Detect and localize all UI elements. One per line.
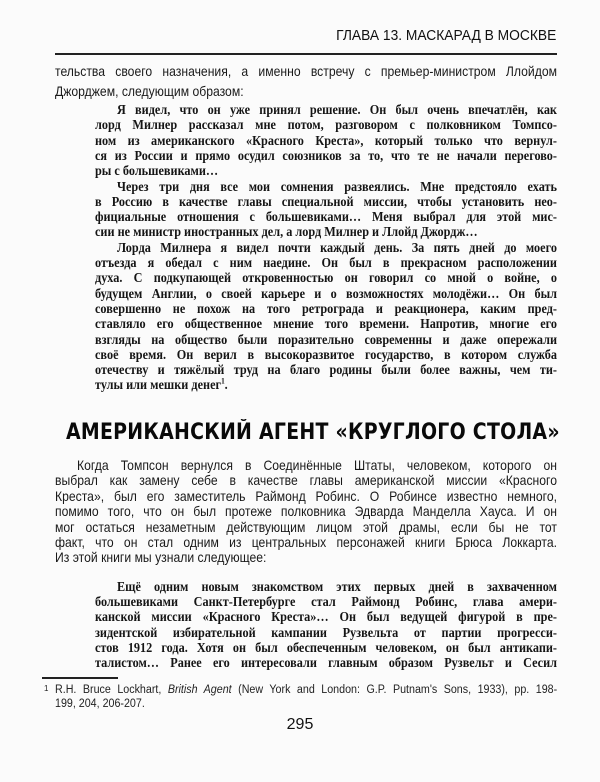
line-text: факт, что он стал одним из центральных персонажей книги Брюса Локкарта. — [55, 534, 557, 550]
text-line — [55, 534, 557, 550]
text-line — [95, 148, 557, 164]
text-line-content — [77, 457, 557, 473]
line-text: выбрал как замену себе в качестве главы американской миссии «Красного — [55, 472, 557, 488]
text-line — [95, 133, 557, 149]
text-line — [117, 240, 557, 256]
text-line-content — [95, 117, 557, 133]
text-line-content — [95, 362, 557, 378]
line-text: ставляло его общественное мнение того времени. Напротив, многие его — [95, 316, 557, 331]
line-text: ры с большевиками… — [95, 163, 219, 178]
footnote-publication: (New York and London: G.P. Putnam's Sons, 1933), pp. 198- — [238, 684, 558, 696]
line-text: будущем Англии, о своей карьере и о возможностях молодёжи… Он был — [95, 286, 557, 301]
text-line-content — [95, 332, 557, 348]
running-header: ГЛАВА 13. МАСКАРАД В МОСКВЕ — [335, 27, 556, 44]
line-text: Джорджем, следующим образом: — [55, 83, 244, 99]
text-line-content — [95, 640, 557, 656]
text-line-content — [55, 63, 557, 79]
text-line-content — [95, 655, 557, 671]
text-line-content — [95, 255, 557, 271]
text-line — [55, 472, 557, 488]
text-line — [95, 640, 557, 656]
line-text: лорд Милнер рассказал мне потом, разговором с полковником Томпсо- — [95, 117, 557, 132]
line-text: ся из России и прямо осудил союзников за то, что те не начали перегово- — [95, 148, 557, 163]
line-text: совершенно не похож на того ретрограда и реакционера, каким пред- — [95, 301, 557, 316]
text-line-content — [55, 472, 557, 488]
text-line — [95, 270, 557, 286]
text-line — [95, 332, 557, 348]
text-line — [55, 63, 557, 79]
line-text: Из этой книги мы узнали следующее: — [55, 549, 267, 565]
line-text: канской миссии «Красного Креста»… Он был ведущей фигурой в пре- — [95, 609, 557, 624]
line-text: Я видел, что он уже принял решение. Он был очень впечатлён, как — [117, 102, 557, 117]
text-line-content — [95, 316, 557, 332]
text-line — [95, 224, 557, 240]
text-line — [77, 457, 557, 473]
page-number: 295 — [286, 716, 314, 733]
line-text: мог остаться незаметным действующим лицом этой драмы, если бы не тот — [55, 519, 557, 535]
text-line-content — [55, 534, 557, 550]
text-line — [55, 83, 557, 99]
text-line — [95, 117, 557, 133]
line-text: Ещё одним новым знакомством этих первых дней в захваченном — [117, 579, 557, 594]
line-text: стов 1912 года. Хотя он был обеспеченным человеком, он был антикапи- — [95, 640, 557, 655]
text-line-content — [95, 286, 557, 302]
text-line — [95, 194, 557, 210]
text-line-content — [55, 549, 557, 565]
text-line-content — [55, 519, 557, 535]
text-line-content — [95, 594, 557, 610]
text-line — [95, 209, 557, 225]
text-line-content — [95, 609, 557, 625]
text-line-content: тулы или мешки денег$^1$. — [95, 376, 228, 392]
line-text: ном из американского «Красного Креста», который только что вернул- — [95, 133, 557, 148]
text-line — [95, 377, 557, 393]
section-heading: АМЕРИКАНСКИЙ АГЕНТ «КРУГЛОГО СТОЛА» — [66, 420, 560, 445]
line-text: большевиками Санкт-Петербурге стал Раймонд Робинс, глава амери- — [95, 594, 557, 609]
line-text: Через три дня все мои сомнения развеялись. Мне предстояло ехать — [117, 179, 557, 194]
line-text: сии не министр иностранных дел, а лорд Милнер и Ллойд Джордж… — [95, 224, 478, 239]
text-line — [95, 347, 557, 363]
line-text: талистом… Ранее его интересовали главным образом Рузвельт и Сесил — [95, 655, 557, 670]
text-line-content — [95, 625, 557, 641]
text-line — [117, 579, 557, 595]
text-line-content — [95, 301, 557, 317]
text-line — [95, 316, 557, 332]
line-text: отъезда я обедал с ним наедине. Он был в прекрасном расположении — [95, 255, 557, 270]
line-text: отечеству и тяжёлый труд на благо родины были более важны, чем ти- — [95, 362, 557, 377]
line-text: духа. С подкупающей откровенностью он говорил со мной о войне, о — [95, 270, 557, 285]
text-line-content — [117, 240, 557, 256]
text-line-content — [95, 163, 557, 179]
text-line — [117, 179, 557, 195]
text-line — [55, 519, 557, 535]
text-line — [55, 488, 557, 504]
header-rule — [55, 53, 557, 55]
text-line-content — [95, 347, 557, 363]
text-line-content — [95, 148, 557, 164]
text-line-content — [95, 224, 557, 240]
footnote-line — [55, 697, 557, 713]
footnote-marker: 1 — [44, 684, 49, 693]
text-line — [95, 301, 557, 317]
text-line-content — [117, 179, 557, 195]
text-line — [95, 594, 557, 610]
text-line-content — [95, 209, 557, 225]
text-line-content — [95, 270, 557, 286]
line-text: Когда Томпсон вернулся в Соединённые Штаты, человеком, которого он — [77, 457, 557, 473]
text-line-content — [55, 488, 557, 504]
text-line-content — [95, 194, 557, 210]
text-line-content — [117, 102, 557, 118]
footnote-book-title: British Agent — [167, 684, 232, 696]
line-text: тулы или мешки денег — [95, 377, 222, 392]
footnote-rule — [42, 677, 118, 679]
text-line-content — [117, 579, 557, 595]
footnote-pages: 199, 204, 206-207. — [55, 698, 145, 710]
line-text: тельства своего назначения, а именно встречу с премьер-министром Ллойдом — [55, 63, 557, 79]
footnote-reference: 1 — [221, 376, 225, 386]
line-text: Креста», был его заместитель Раймонд Робинс. О Робинсе известно немного, — [55, 488, 557, 504]
line-text: взгляды на общество были поразительно современны и даже опережали — [95, 332, 557, 347]
text-line — [95, 362, 557, 378]
text-line-content — [55, 503, 557, 519]
line-text: своё время. Он верил в высокоразвитое государство, в котором служба — [95, 347, 557, 362]
text-line — [95, 625, 557, 641]
footnote-author: R.H. Bruce Lockhart, — [55, 684, 162, 696]
text-line — [55, 549, 557, 565]
text-line — [55, 503, 557, 519]
line-text: зидентской избирательной кампании Рузвельта от партии прогресси- — [95, 625, 557, 640]
line-text: Лорда Милнера я видел почти каждый день. За пять дней до моего — [117, 240, 557, 255]
text-line — [95, 655, 557, 671]
text-line-content — [95, 133, 557, 149]
text-line — [95, 286, 557, 302]
text-line — [95, 609, 557, 625]
text-line — [117, 102, 557, 118]
line-text: фициальные отношения с большевиками… Меня выбрал для этой мис- — [95, 209, 557, 224]
text-line-content — [55, 83, 557, 99]
text-line — [95, 255, 557, 271]
text-line — [95, 163, 557, 179]
line-text: помимо того, что он был протеже полковника Эдварда Манделла Хауса. И он — [55, 503, 557, 519]
line-text: в Россию в качестве главы специальной миссии, чтобы установить нео- — [95, 194, 557, 209]
